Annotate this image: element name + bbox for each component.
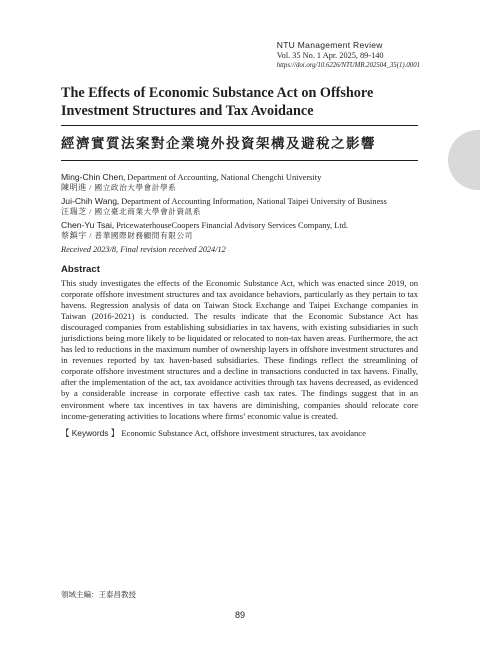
author-affiliation-chinese: / 國立政治大學會計學系 xyxy=(86,183,177,192)
author-name-chinese: 蔡鎮宇 xyxy=(61,231,87,240)
author-list xyxy=(61,172,418,241)
author-affiliation: , Department of Accounting Information, National Taipei University of Business xyxy=(117,197,387,206)
author-name-chinese: 汪瑞芝 xyxy=(61,207,87,216)
author-name: Ming-Chin Chen xyxy=(61,172,124,182)
article-title-english: The Effects of Economic Substance Act on Offshore Investment Structures and Tax Avoidance xyxy=(61,85,374,119)
journal-volume: Vol. 35 No. 1 Apr. 2025, 89-140 xyxy=(276,51,384,60)
journal-header xyxy=(277,40,420,69)
abstract-heading: Abstract xyxy=(61,264,100,275)
doi-link[interactable]: https://doi.org/10.6226/NTUMR.202504_35(1).0001 xyxy=(276,62,420,69)
author-affiliation-chinese: / 國立臺北商業大學會計資訊系 xyxy=(86,207,202,216)
author-entry xyxy=(61,172,418,193)
author-affiliation: , Department of Accounting, National Chengchi University xyxy=(123,173,322,182)
keywords xyxy=(61,428,418,439)
section-tab-marker xyxy=(448,130,480,190)
article-front-matter xyxy=(61,84,418,439)
abstract-text: This study investigates the effects of the Economic Substance Act, which was enacted since 2019, on corporate offshore investment structures and tax avoidance behaviors, particularly as they pertain to tax havens. Regression analysis of data on Taiwan Stock Exchange and Taipei Exchange companies in Taiwan (2016-2021) is conducted. The results indicate that the Economic Substance Act has discouraged companies from establishing subsidiaries in tax havens, with existing subsidiaries in such jurisdictions being more likely to be liquidated or relocated to non-tax haven areas. Furthermore, the act has led to reductions in the maximum number of ownership layers in offshore investment structures and in revenues reported by tax haven-based subsidiaries. These findings reflect the streamlining of corporate offshore investment structures and a decline in transactions conducted in tax havens. Finally, after the implementation of the act, tax avoidance activities through tax havens decreased, as evidenced by a considerable increase in corporate effective cash tax rates. The findings suggest that in an environment where tax incentives in tax havens are diminishing, companies should relocate core income-generating activities to locations where firms’ economic value is created. xyxy=(61,278,418,421)
author-name: Chen-Yu Tsai xyxy=(61,220,112,230)
keywords-text: Economic Substance Act, offshore investment structures, tax avoidance xyxy=(119,427,366,438)
area-editor: 領域主編：王泰昌教授 xyxy=(61,590,136,599)
keywords-label: 【 Keywords 】 xyxy=(61,427,120,438)
author-name-chinese: 陳明進 xyxy=(61,183,87,192)
title-divider-bottom xyxy=(61,160,418,161)
title-divider xyxy=(61,125,418,126)
article-title-chinese: 經濟實質法案對企業境外投資架構及避稅之影響 xyxy=(61,136,376,151)
author-affiliation: , PricewaterhouseCoopers Financial Advisory Services Company, Ltd. xyxy=(111,221,348,230)
author-affiliation-chinese: / 普華國際財務顧問有限公司 xyxy=(86,231,193,240)
journal-name: NTU Management Review xyxy=(276,40,383,50)
author-name: Jui-Chih Wang xyxy=(61,196,118,206)
received-dates: Received 2023/8, Final revision received 2024/12 xyxy=(61,245,226,254)
author-entry xyxy=(61,196,418,217)
author-entry xyxy=(61,220,418,241)
page-number: 89 xyxy=(234,610,245,620)
